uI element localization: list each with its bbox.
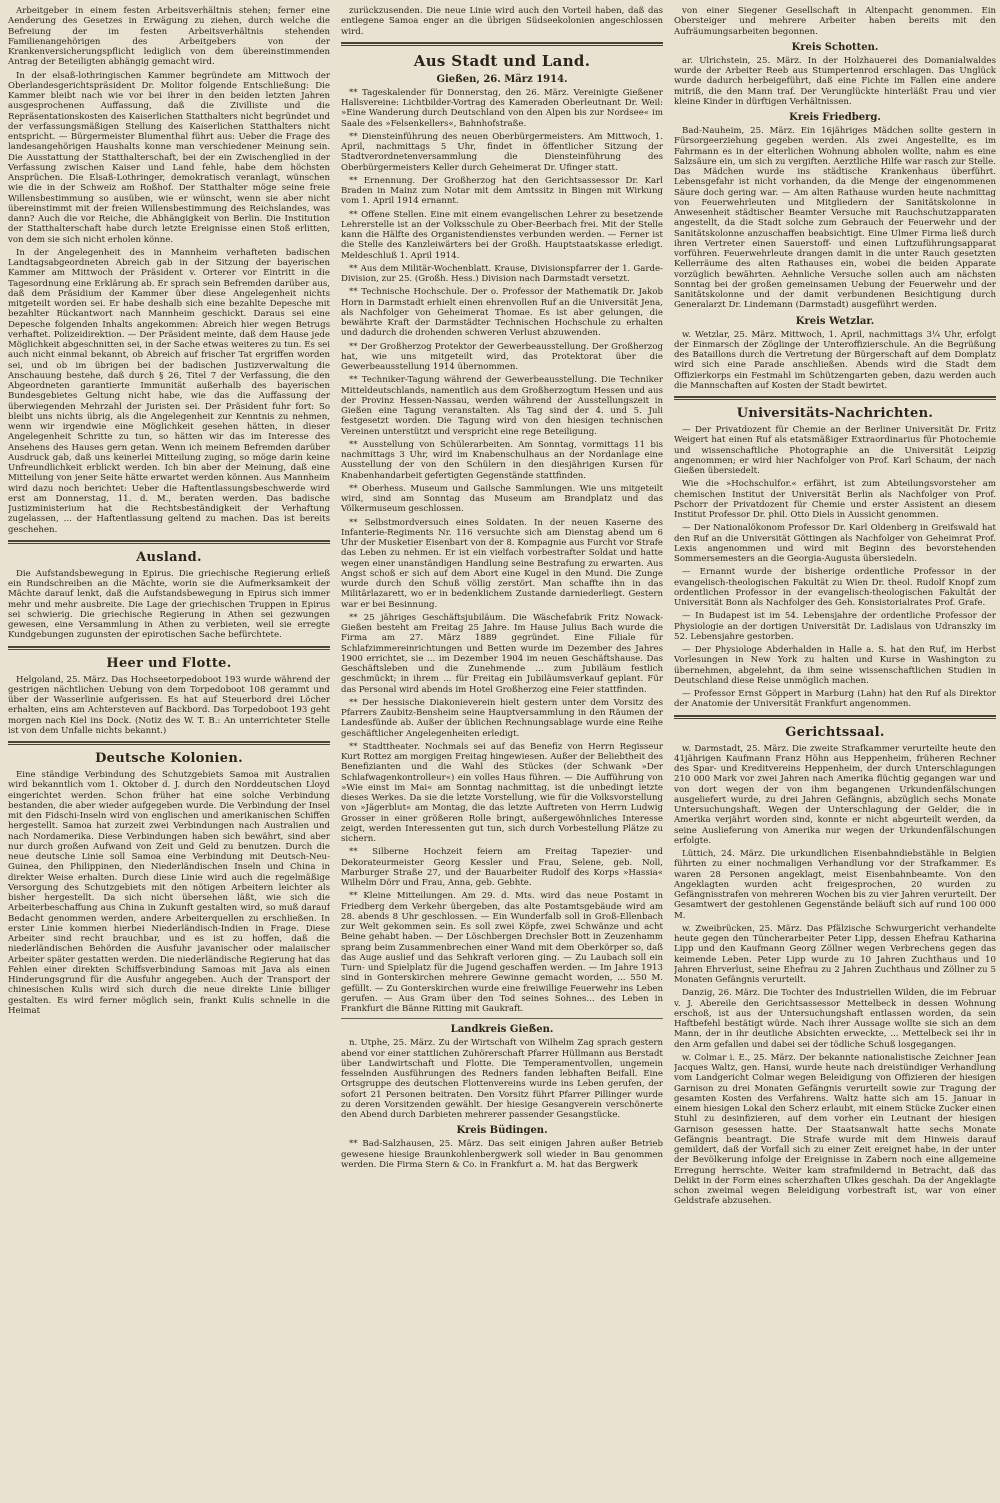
news-item: ** Offene Stellen. Eine mit einem evangelischen Lehrer zu besetzende Lehrerstelle ist an der Volksschule zu Ober-Beerbach frei. Mit der Stelle kann die Hälfte des Organistendienstes verbunden werden. — Ferner ist die Stelle des Kanzleiwärters bei der Großh. Hauptstaatskasse erledigt. Meldeschluß 1. April 1914. — [341, 209, 663, 261]
news-item: ** 25 jähriges Geschäftsjubiläum. Die Wäschefabrik Fritz Nowack-Gießen besteht am Freitag 25 Jahre. Im Hause Julius Bach wurde die Firma am 27. März 1889 gegründet. Eine Filiale für Schlafzimmereinrichtungen und Betten wurde im Dezember des Jahres 1900 errichtet, sie ... im Dezember 1904 im neuen Geschäftshause. Das Geschäftsleben und die Zunehmende ... zum Jubiläum festlich geschmückt; in ihrem ... für Freitag ein Jubiläumsverkauf geplant. Für das Personal wird abends im Hotel Großherzog eine Feier stattfinden. — [341, 612, 663, 695]
article-paragraph: zurückzusenden. Die neue Linie wird auch den Vorteil haben, daß das entlegene Samoa enger an die übrigen Südseekolonien angeschlossen wird. — [341, 6, 663, 37]
section-divider — [8, 646, 330, 650]
news-item: w. Wetzlar, 25. März. Mittwoch, 1. April, nachmittags 3¼ Uhr, erfolgt der Einmarsch der Zöglinge der Unteroffizierschule. An die Begrüßung des Bataillons durch die Vertretung der Bürgerschaft auf dem Domplatz wird sich eine Parade anschließen. Abends wird die Stadt dem Offizierkorps ein Festmahl im Schützengarten geben, dazu werden auch die Mannschaften auf Kosten der Stadt bewirtet. — [674, 329, 996, 391]
section-divider — [674, 396, 996, 400]
article-paragraph: Helgoland, 25. März. Das Hochseetorpedoboot 193 wurde während der gestrigen nächtlichen Uebung von dem Torpedoboot 108 gerammt und über der Wasserlinie aufgerissen. Es hat auf Steuerbord drei Löcher erhalten, eins am Achtersteven auf Backbord. Das Torpedoboot 193 geht morgen nach Kiel ins Dock. (Notiz des W. T. B.: An unterrichteter Stelle ist von dem Unfalle nichts bekannt.) — [8, 674, 330, 736]
news-item: ** Der hessische Diakonieverein hielt gestern unter dem Vorsitz des Pfarrers Zaubitz-Bensheim seine Hauptversammlung in den Räumen der Landesfünde ab. Außer der üblichen Rechnungsablage wurde eine Reihe geschäftlicher Angelegenheiten erledigt. — [341, 697, 663, 739]
section-divider — [341, 1018, 663, 1019]
section-divider — [341, 42, 663, 46]
subheading-landkreis: Landkreis Gießen. — [450, 1024, 554, 1036]
news-item: ** Der Großherzog Protektor der Gewerbeausstellung. Der Großherzog hat, wie uns mitgeteilt wird, das Protektorat über die Gewerbeausstellung 1914 übernommen. — [341, 341, 663, 372]
news-item: ** Stadttheater. Nochmals sei auf das Benefiz von Herrn Regisseur Kurt Rottez am morgigen Freitag hingewiesen. Außer der Beliebtheit des Benefizianten und die Wahl des Stückes (der Schwank »Der Schlafwagenkontrolleur«) ein volles Haus führen. — Die Aufführung von »Wie einst im Mai« am Sonntag nachmittag, ist die unbedingt letzte dieses Werkes. Da sie die letzte Vorstellung, wie für die Volksvorstellung von »Jägerblut« am Montag, die das letzte Auftreten von Herrn Ludwig Grosser in einer größeren Rolle bringt, außergewöhnliches Interesse zeigt, werden Interessenten gut tun, sich durch Vorbestellung Plätze zu sichern. — [341, 741, 663, 844]
news-item: Lüttich, 24. März. Die urkundlichen Eisenbahndiebstähle in Belgien führten zu einer nochmaligen Verhandlung vor der Strafkammer. Es waren 28 Personen angeklagt, meist Eisenbahnbeamte. Von den Angeklagten wurden acht freigesprochen, 20 wurden zu Gefängnisstrafen von mehreren Wochen bis zu vier Jahren verurteilt. Der Gesamtwert der gestohlenen Gegenstände beläuft sich auf rund 100 000 M. — [674, 849, 996, 921]
news-item: — Ernannt wurde der bisherige ordentliche Professor in der evangelisch-theologischen Fakultät zu Wien Dr. theol. Rudolf Knopf zum ordentlichen Professor in der evangelisch-theologischen Fakultät der Universität Bonn als Nachfolger des Geh. Konsistorialrates Prof. Grafe. — [674, 567, 996, 608]
section-divider — [674, 715, 996, 719]
news-item: ** Techniker-Tagung während der Gewerbeausstellung. Die Techniker Mitteldeutschlands, namentlich aus dem Großherzogtum Hessen und aus der Provinz Hessen-Nassau, werden während der Ausstellungszeit in Gießen eine Tagung veranstalten. Als Tag sind der 4. und 5. Juli festgesetzt worden. Die Tagung wird von den hiesigen technischen Vereinen unterstützt und verspricht eine rege Beteiligung. — [341, 375, 663, 437]
article-paragraph: Eine ständige Verbindung des Schutzgebiets Samoa mit Australien wird bekanntlich vom 1. Oktober d. J. durch den Norddeutschen Lloyd eingerichtet werden. Schon früher hat eine solche Verbindung bestanden, die aber wieder aufgegeben wurde. Die Verbindung der Insel mit den Fidschi-Inseln wird von englischen und amerikanischen Schiffen hergestellt. Samoa hat zurzeit zwei Verbindungen nach Australien und nach Nordamerika. Diese Verbindungen haben sich bewährt, sind aber nur durch großen Aufwand von Zeit und Geld zu benutzen. Durch die neue deutsche Linie soll Samoa eine Verbindung mit Deutsch-Neu-Guinea, den Philippinen, den Niederländischen Inseln und China in direkter Weise erhalten. Durch diese Linie wird auch die regelmäßige Versorgung des Schutzgebiets mit den nötigen Arbeitern leichter als bisher hergestellt. Da sich nicht übersehen läßt, wie sich die Arbeiterbeschaffung aus China in Zukunft gestalten wird, so muß darauf Bedacht genommen werden, andere Arbeiterquellen zu erschließen. In erster Linie kommen hierbei Niederländisch-Indien in Frage. Diese Arbeiter sind recht brauchbar, und es ist zu hoffen, daß die niederländischen Behörden die Ausfuhr javanischer oder malaiischer Arbeiter später gestatten werden. Die niederländische Regierung hat das Fehlen einer direkten Schiffsverbindung Samoas mit Java als einen Hinderungsgrund für die Ausfuhr angegeben. Auch der Transport der chinesischen Kulis wird sich durch die neue direkte Linie billiger gestalten. Es wird ferner möglich sein, frankt Kulis schnelle in die Heimat — [8, 770, 330, 1016]
section-heading-gericht: Gerichtssaal. — [785, 724, 885, 740]
section-heading-ausland: Ausland. — [136, 549, 202, 565]
news-item: — Der Physiologe Abderhalden in Halle a. S. hat den Ruf, im Herbst Vorlesungen in New York zu halten und Kurse in Washington zu übernehmen, abgelehnt, da ihm seine wissenschaftlichen Studien in Deutschland diese Reise unmöglich machen. — [674, 645, 996, 686]
dateline: Gießen, 26. März 1914. — [436, 73, 568, 85]
subheading-friedberg: Kreis Friedberg. — [789, 112, 881, 123]
news-item: ** Aus dem Militär-Wochenblatt. Krause, Divisionspfarrer der 1. Garde-Division, zur 25. (Großh. Hess.) Division nach Darmstadt versetzt. — [341, 263, 663, 284]
news-item: ar. Ulrichstein, 25. März. In der Holzhauerei des Domanialwaldes wurde der Arbeiter Reeb aus Stumpertenrod erschlagen. Das Unglück wurde dadurch herbeigeführt, daß eine Fichte im Fallen eine andere mitriß, die den Mann traf. Der Verunglückte hinterläßt Frau und vier kleine Kinder in dürftigen Verhältnissen. — [674, 55, 996, 107]
article-paragraph: In der Angelegenheit des in Mannheim verhafteten badischen Landtagsabgeordneten Abreich gab in der Sitzung der bayerischen Kammer am Mittwoch der Präsident v. Orterer vor Eintritt in die Tagesordnung eine Erklärung ab. Er sprach sein Befremden darüber aus, daß dem Präsidium der Kammer über diese Angelegenheit nichts mitgeteilt worden sei. Er habe deshalb sich eine bezahlte Depesche mit bezahlter Rückantwort nach Mannheim geschickt. Daraus sei eine Depesche folgenden Inhalts angekommen: Abreich hier wegen Betrugs verhaftet. Polizeidirektion. — Der Präsident meinte, daß dem Hause jede Möglichkeit abgeschnitten sei, in der Sache etwas weiteres zu tun. Es sei auch nicht einmal bekannt, ob Abreich auf frischer Tat ergriffen worden sei, und ob im übrigen bei der badischen Justizverwaltung die Anschauung bestehe, daß durch § 26, Titel 7 der Verfassung, die den Abgeordneten garantierte Immunität außerhalb des bayerischen Bundesgebietes Geltung nicht habe, wie das die Auffassung der überwiegenden Mehrzahl der Juristen sei. Der Präsident fuhr fort: So bleibt uns nichts übrig, als die Angelegenheit zur Kenntnis zu nehmen, wenn wir irgendwie eine Möglichkeit gesehen hätten, in dieser Angelegenheit Schritte zu tun, so hätten wir das im Interesse des Ansehens des Hauses gern getan. Wenn ich meinem Befremden darüber Ausdruck gab, daß uns keinerlei Mitteilung zuging, so möge darin keine Unfreundlichkeit erblickt werden. Ich bin aber der Meinung, daß eine Mitteilung von jener Seite hätte erwartet werden können. Aus Mannheim wird dazu noch berichtet: Ueber die Haftentlassungsbeschwerde wird erst am Donnerstag, 11. d. M., beraten werden. Das badische Justizministerium hat die Rechtsbeständigkeit der Verhaftung zugelassen, ... der Haftentlassung geltend zu machen. Das ist bereits geschehen. — [8, 247, 330, 535]
news-item: ** Ernennung. Der Großherzog hat den Gerichtsassessor Dr. Karl Braden in Mainz zum Notar mit dem Amtssitz in Bingen mit Wirkung vom 1. April 1914 ernannt. — [341, 175, 663, 207]
news-item: — Professor Ernst Göppert in Marburg (Lahn) hat den Ruf als Direktor der Anatomie der Universität Frankfurt angenommen. — [674, 689, 996, 710]
article-paragraph: von einer Siegener Gesellschaft in Altenpacht genommen. Ein Obersteiger und mehrere Arbeiter haben bereits mit den Aufräumungsarbeiten begonnen. — [674, 6, 996, 37]
article-paragraph: In der elsaß-lothringischen Kammer begründete am Mittwoch der Oberlandesgerichtspräsident Dr. Molitor folgende Entschließung: Die Kammer bleibt nach wie vor bei ihrer in den beiden letzten Jahren ausgesprochenen Auffassung, daß die Zivilliste und die Repräsentationskosten des Kaiserlichen Statthalters nicht begründet und der verfassungsmäßigen Stellung des Kaiserlichen Statthalters nicht entspricht. — Bürgermeister Blumenthal führt aus: Ueber die Frage des landesangehörigen Haushalts konne man verschiedener Meinung sein. Die Ausstattung der Statthalterschaft, bei der ein Zwischenglied in der Verfassung zwischen Kaiser und Land fehle, habe dem höchsten Ansprüchen. Die Elsaß-Lothringer, demokratisch veranlagt, wünschen wie die in der Schweiz am Roßhof. Der Statthalter möge seine freie Willensbestimmung so ausüben, wie er wünscht, wenn sie aber nicht übereinstimmt mit der freien Willensbestimmung des Reichslandes, was dann? Auch die vor Reiche, die Abhängigkeit von Berlin. Die Institution der Statthalterschaft habe durch letzte Ereignisse einen Stoß erlitten, von dem sie sich nicht erholen könne. — [8, 70, 330, 245]
news-item: Bad-Nauheim, 25. März. Ein 16jähriges Mädchen sollte gestern in Fürsorgeerziehung gegeben werden. Als zwei Angestellte, es im Fahrmann es in der elterlichen Wohnung abholen wollte, nahm es eine Salzsäure ein, um sich zu vergiften. Aerztliche Hilfe war rasch zur Stelle. Das Mädchen wurde ins städtische Krankenhaus überführt. Lebensgefahr ist nicht vorhanden, da die Menge der eingenommenen Säure doch gering war. — Am alten Rathause wurden heute nachmittag von Feuerwehrleuten und Mitgliedern der Sanitätskolonne in Anwesenheit städtischer Beamter Versuche mit Rauchschutzapparaten angestellt, da die Stadt solche zum Gebrauch der Feuerwehr und der Sanitätskolonne anzuschaffen beabsichtigt. Eine Ulmer Firma ließ durch ihren Vertreter einen Sauerstoff- und einen Luftzuführungsapparat vorführen. Feuerwehrleute drangen damit in die unter Rauch gesetzten Kellerräume des alten Rathauses ein, wobei die beiden Apparate vorzüglich bewährten. Aehnliche Versuche sollen auch am nächsten Sonntag bei der großen gemeinsamen Uebung der Feuerwehr und der Sanitätskolonne und der damit verbundenen Besichtigung durch Generalarzt Dr. Lindemann (Darmstadt) ausgeführt werden. — [674, 126, 996, 311]
news-item: ** Tageskalender für Donnerstag, den 26. März. Vereinigte Gießener Hallsvereine: Lichtbilder-Vortrag des Kameraden Oberleutnant Dr. Weil: »Eine Wanderung durch Deutschland von den Alpen bis zur Nordsee« im Saale des »Felsenkellers«, Bahnhofstraße. — [341, 87, 663, 129]
section-heading-heer: Heer und Flotte. — [106, 655, 232, 671]
section-divider — [8, 741, 330, 745]
news-item: w. Colmar i. E., 25. März. Der bekannte nationalistische Zeichner Jean Jacques Waltz, gen. Hansi, wurde heute nach dreistündiger Verhandlung vom Landgericht Colmar wegen Beleidigung von Offizieren der hiesigen Garnison zu drei Monaten Gefängnis verurteilt sowie zur Tragung der gesamten Kosten des Verfahrens. Waltz hatte sich am 15. Januar in einem hiesigen Lokal den Scherz erlaubt, mit einem Stücke Zucker einen Stuhl zu desinfizieren, auf dem vorher ein Leutnant der hiesigen Garnison gesessen hatte. Der Staatsanwalt hatte sechs Monate Gefängnis beantragt. Die Strafe wurde mit dem Hinweis darauf gemildert, daß der Vorfall sich zu einer Zeit ereignet habe, in der unter der Bevölkerung infolge der Ereignisse in Zabern noch eine allgemeine Erregung herrschte. Weiter kam strafmildernd in Betracht, daß das Delikt in der Form eines scherzhaften Ulkes geschah. Da der Angeklagte schon zweimal wegen Beleidigung vorbestraft ist, war von einer Geldstrafe abzusehen. — [674, 1052, 996, 1207]
news-item: — In Budapest ist im 54. Lebensjahre der ordentliche Professor der Physiologie an der dortigen Universität Dr. Ladislaus von Udranszky im 52. Lebensjahre gestorben. — [674, 611, 996, 642]
news-item: w. Zweibrücken, 25. März. Das Pfälzische Schwurgericht verhandelte heute gegen den Tüncherarbeiter Peter Lipp, dessen Ehefrau Katharina Lipp und den Kaufmann Georg Zöllner wegen Verbrechens gegen das keimende Leben. Peter Lipp wurde zu 10 Jahren Zuchthaus und 10 Jahren Ehrverlust, seine Ehefrau zu 2 Jahren Zuchthaus und Zöllner zu 5 Monaten Gefängnis verurteilt. — [674, 923, 996, 985]
subheading-schotten: Kreis Schotten. — [791, 41, 879, 53]
section-divider — [8, 540, 330, 544]
news-item: n. Utphe, 25. März. Zu der Wirtschaft von Wilhelm Zag sprach gestern abend vor einer stattlichen Zuhörerschaft Pfarrer Hüllmann aus Berstadt über Landwirtschaft und Flotte. Die Temperamentvollen, ungemein fesselnden Ausführungen des Redners fanden lebhaften Beifall. Eine Ortsgruppe des deutschen Flottenvereins wurde ins Leben gerufen, der sofort 21 Personen beitraten. Den Vorsitz führt Pfarrer Pillinger wurde zu deren Vorsitzenden gewählt. Der hiesige Gesangverein verschönerte den Abend durch Darbieten mehrerer passender Gesangstücke. — [341, 1038, 663, 1120]
article-paragraph: Arbeitgeber in einem festen Arbeitsverhältnis stehen; ferner eine Aenderung des Gesetzes in Erwägung zu ziehen, durch welche die Befreiung der im festen Arbeitsverhältnis stehenden Familienangehörigen des Arbeitgebers von der Krankenversicherungspflicht lediglich von dem übereinstimmenden Antrag der Beteiligten abhängig gemacht wird. — [8, 6, 330, 68]
subheading-wetzlar: Kreis Wetzlar. — [795, 315, 875, 327]
news-item: ** Bad-Salzhausen, 25. März. Das seit einigen Jahren außer Betrieb gewesene hiesige Braunkohlenbergwerk soll wieder in Bau genommen werden. Die Firma Stern & Co. in Frankfurt a. M. hat das Bergwerk — [341, 1139, 663, 1170]
column-1 — [8, 6, 330, 1503]
news-item: — Der Privatdozent für Chemie an der Berliner Universität Dr. Fritz Weigert hat einen Ruf als etatsmäßiger Extraordinarius für Photochemie und wissenschaftliche Photographie an die Universität Leipzig angenommen; er wird hier Nachfolger von Prof. Karl Schaum, der nach Gießen übersiedelt. — [674, 425, 996, 476]
news-item: ** Kleine Mitteilungen. Am 29. d. Mts. wird das neue Postamt in Friedberg dem Verkehr übergeben, das alte Postamtsgebäude wird am 28. abends 8 Uhr geschlossen. — Ein Wunderfalb soll in Groß-Ellenbach zur Welt gekommen sein. Es soll zwei Köpfe, zwei Schwänze und acht Beine gehabt haben. — Der Löschbergen Drechsler Bott in Zeuzenhamm sprang beim Zusammenbrechen einer Wand mit dem Oberkörper so, daß das Auge auslief und das Sehkraft verloren ging. — Zu Laubach soll ein Turn- und Spielplatz für die Jugend geschaffen werden. — Im Jahre 1913 sind in Gonterskirchen mehrere Gewinne gemacht worden, ... 550 M. gefüllt. — Zu Gonterskirchen wurde eine freiwillige Feuerwehr ins Leben gerufen. — Aus Gram über den Tod seines Sohnes... des Leben in Frankfurt die Bänne Ritting mit Gaukraft. — [341, 891, 663, 1014]
news-item: ** Ausstellung von Schülerarbeiten. Am Sonntag, vormittags 11 bis nachmittags 3 Uhr, wird im Knabenschulhaus an der Nordanlage eine Ausstellung der von den Schülern in den diesjährigen Kursen für Knabenhandarbeit gefertigten Gegenstände stattfinden. — [341, 439, 663, 481]
news-item: Wie die »Hochschulfor.« erfährt, ist zum Abteilungsvorsteher am chemischen Institut der Universität Berlin als Nachfolger von Prof. Pschorr der Privatdozent für Chemie und erster Assistent an diesem Institut Professor Dr. phil. Otto Diels in Aussicht genommen. — [674, 479, 996, 520]
news-item: ** Diensteinführung des neuen Oberbürgermeisters. Am Mittwoch, 1. April, nachmittags 5 Uhr, findet in öffentlicher Sitzung der Stadtverordnetenversammlung die Diensteinführung des Oberbürgermeisters Keller durch Geheimerat Dr. Ufinger statt. — [341, 131, 663, 173]
news-item: ** Oberhess. Museum und Gailsche Sammlungen. Wie uns mitgeteilt wird, sind am Sonntag das Museum am Brandplatz und das Völkermuseum geschlossen. — [341, 483, 663, 515]
news-item: ** Selbstmordversuch eines Soldaten. In der neuen Kaserne des Infanterie-Regiments Nr. 116 versuchte sich am Dienstag abend um 6 Uhr der Musketier Eisenbart von der 8. Kompagnie aus Furcht vor Strafe das Leben zu nehmen. Er ist ein vielfach vorbestrafter Soldat und hatte wegen einer unanständigen Handlung seine Bestrafung zu erwarten. Aus Angst schoß er sich auf dem Abort eine Kugel in den Mund. Die Zunge wurde durch den Schuß völlig zerstört. Man schaffte ihn in das Militärlazarett, wo er in bedenklichem Zustande darniederliegt. Gestern war er bei Besinnung. — [341, 517, 663, 610]
news-item: — Der Nationalökonom Professor Dr. Karl Oldenberg in Greifswald hat den Ruf an die Universität Göttingen als Nachfolger von Geheimrat Prof. Lexis angenommen und wird mit Beginn des bevorstehenden Sommersemesters an die Georgia-Augusta übersiedeln. — [674, 523, 996, 564]
news-item: ** Technische Hochschule. Der o. Professor der Mathematik Dr. Jakob Horn in Darmstadt erhielt einen ehrenvollen Ruf an die Universität Jena, als Nachfolger von Geheimerat Thomae. Es ist aber gelungen, die bewährte Kraft der Darmstädter Technischen Hochschule zu erhalten und dadurch die drohenden schweren Verlust abzuwenden. — [341, 287, 663, 339]
column-3 — [674, 6, 996, 1503]
news-item: w. Darmstadt, 25. März. Die zweite Strafkammer verurteilte heute den 41jährigen Kaufmann Franz Höhn aus Heppenheim, früheren Rechner des Spar- und Kreditvereins Heppenheim, der durch Unterschlagungen 210 000 Mark vor zwei Jahren nach Amerika flüchtig gegangen war und von dort wegen der von ihm begangenen Urkundenfälschungen ausgeliefert wurde, zu drei Jahren Gefängnis, abzüglich sechs Monate Untersuchungshaft. Wegen der Unterschlagung der Gelder, die in Amerika verjährt worden sind, konnte er nicht abgeurteilt werden, da seine Auslieferung von Amerika nur wegen der Urkundenfälschungen erfolgte. — [674, 743, 996, 846]
subheading-budingen: Kreis Büdingen. — [456, 1125, 548, 1137]
column-2 — [341, 6, 663, 1503]
news-item: ** Silberne Hochzeit feiern am Freitag Tapezier- und Dekorateurmeister Georg Kessler und Frau, Selene, geb. Noll, Marburger Straße 27, und der Bauarbeiter Rudolf des Korps »Hassia« Wilhelm Dörr und Frau, Anna, geb. Gebhte. — [341, 847, 663, 888]
section-heading-universitaet: Universitäts-Nachrichten. — [736, 406, 934, 421]
article-paragraph: Die Aufstandsbewegung in Epirus. Die griechische Regierung erließ ein Rundschreiben an die Mächte, worin sie die Aufmerksamkeit der Mächte darauf lenkt, daß die Aufstandsbewegung in Epirus sich immer mehr und mehr ausbreite. Die Lage der griechischen Truppen in Epirus sei schwierig. Die griechische Regierung in Athen sei gezwungen gewesen, eine Versammlung in Athen zu verbieten, weil sie erregte Kundgebungen zugunsten der epirotischen Sache befürchtete. — [8, 568, 330, 641]
news-item: Danzig, 26. März. Die Tochter des Industriellen Wilden, die im Februar v. J. Abereile den Gerichtsassessor Mettelbeck in dessen Wohnung erschoß, ist aus der Untersuchungshaft entlassen worden, da sein Haftbefehl bestätigt würde. Nach ihrer Aussage wollte sie sich an dem Mann, der in ihr deutliche Absichten erweckte, ... Mettelbeck sei ihr in den Arm gefallen und dabei sei der tödliche Schuß losgegangen. — [674, 988, 996, 1050]
section-heading-stadt: Aus Stadt und Land. — [413, 51, 591, 70]
section-heading-kolonien: Deutsche Kolonien. — [95, 751, 243, 766]
